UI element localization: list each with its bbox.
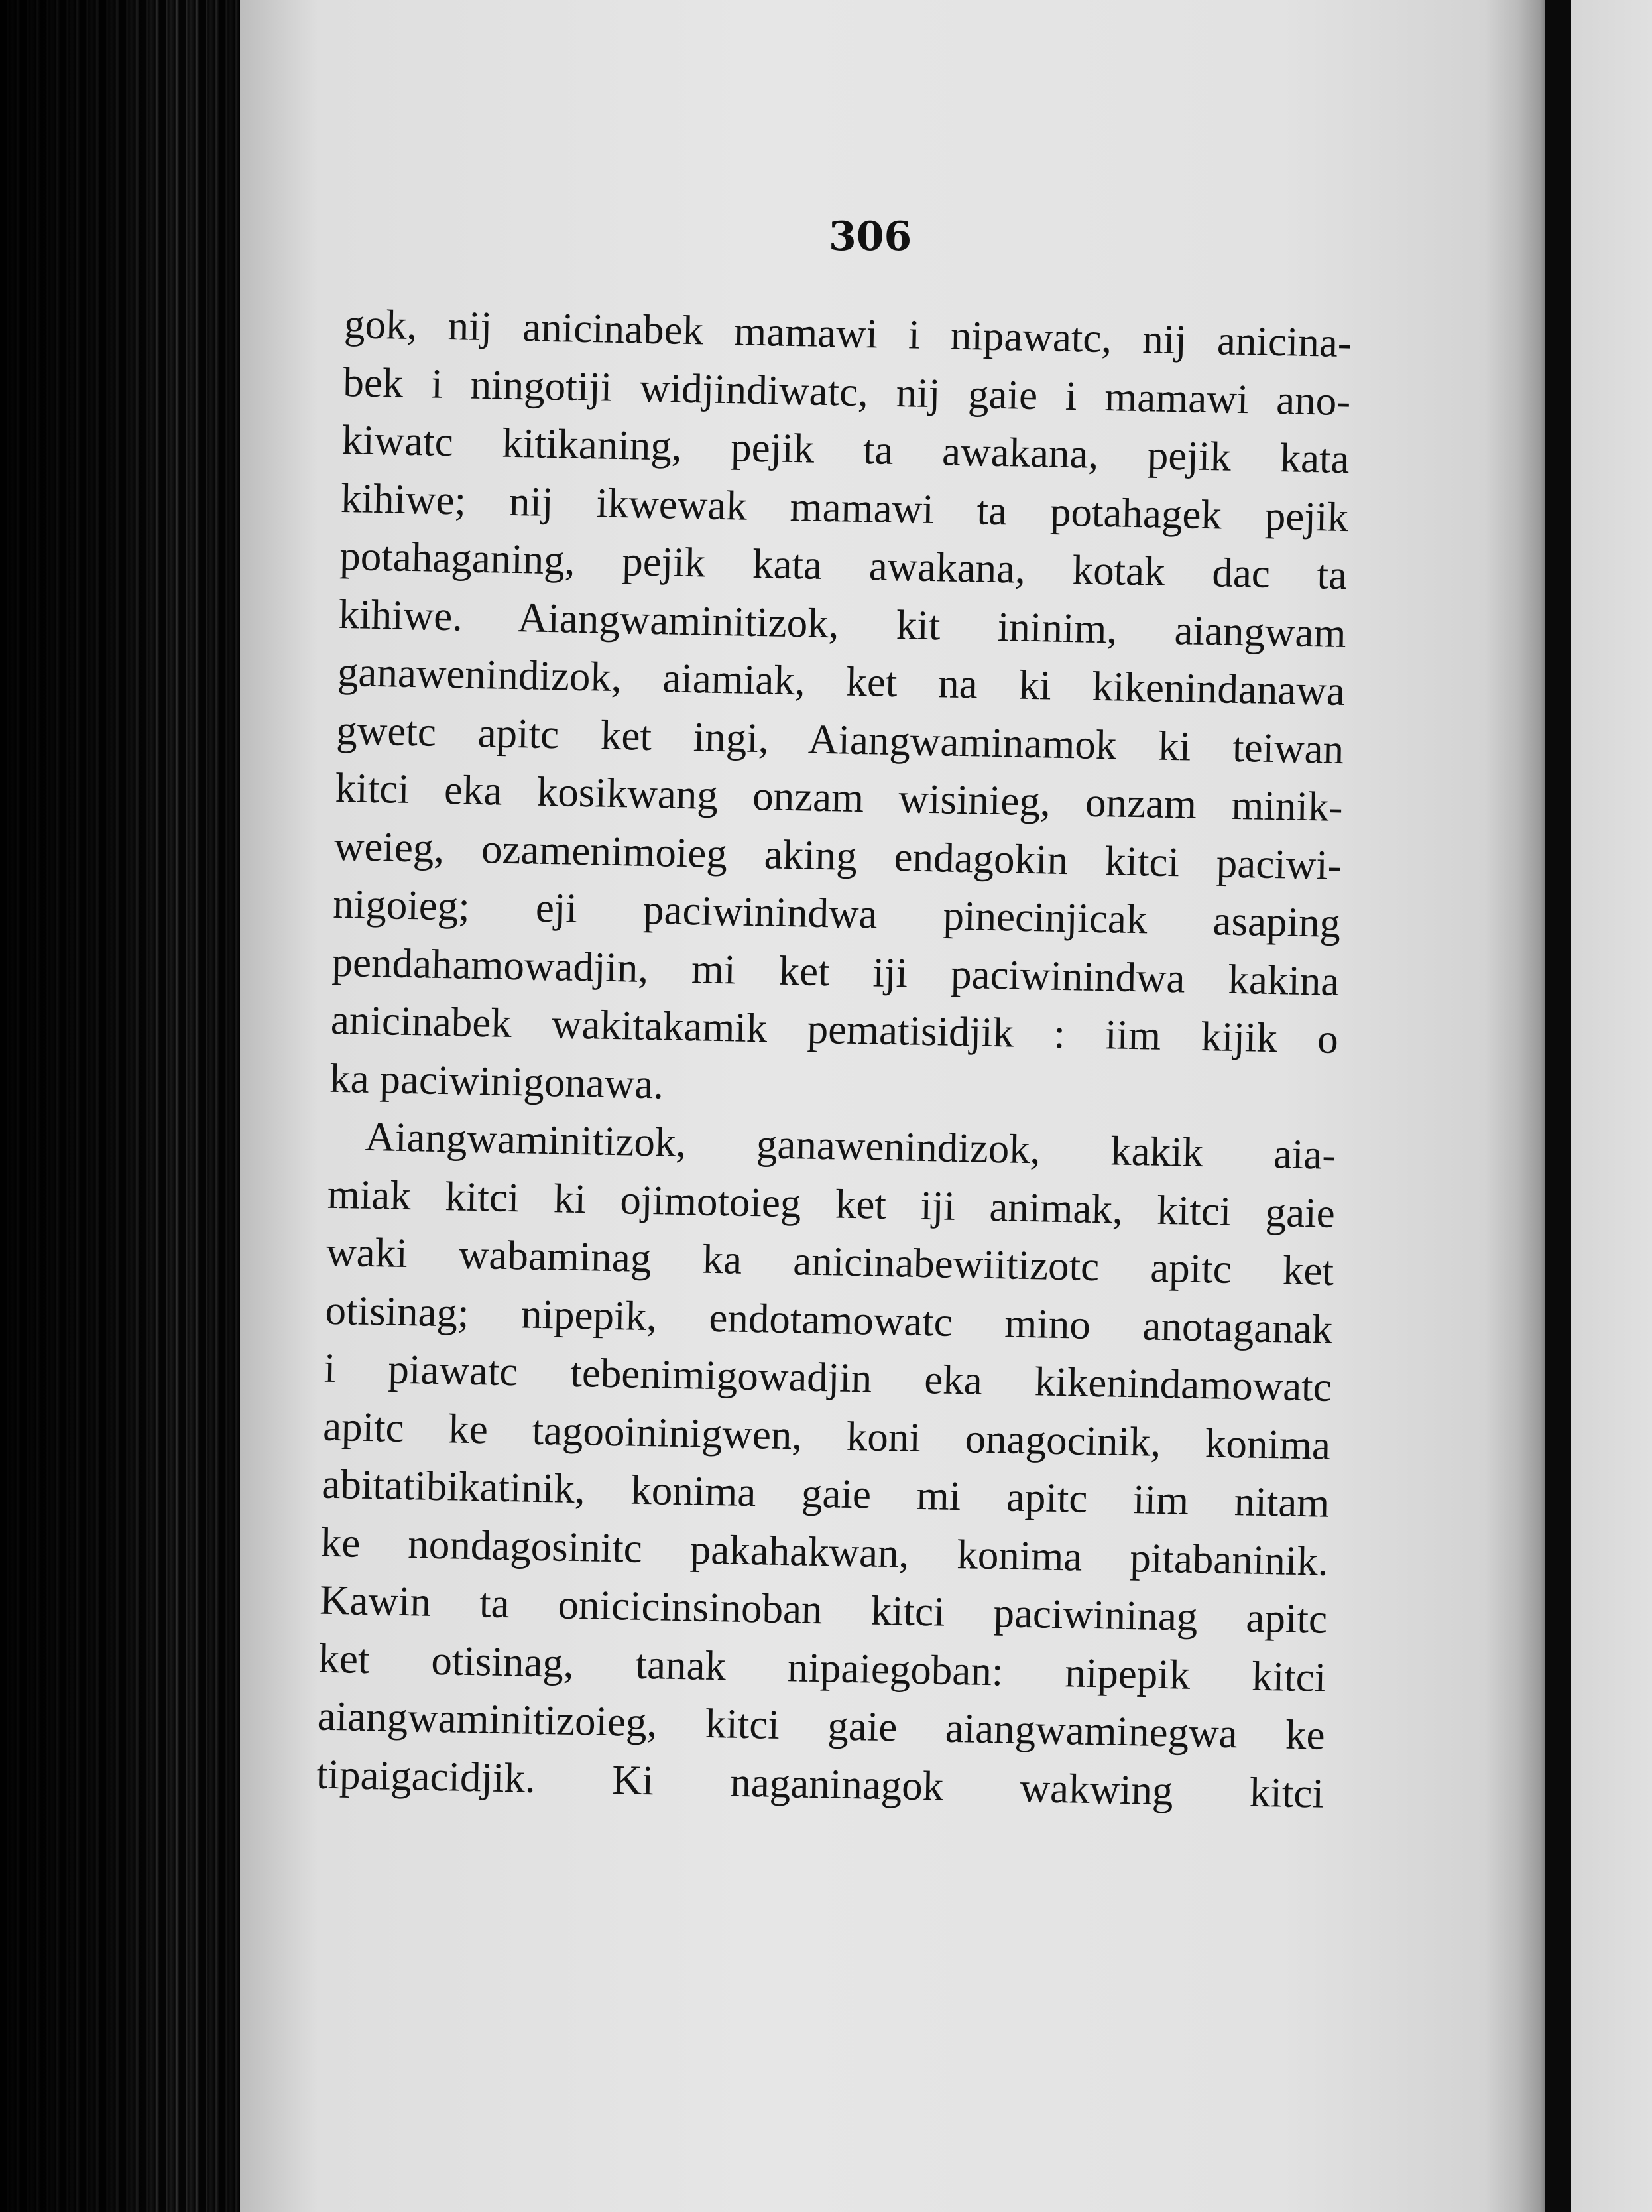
text-line: gok, nij anicinabek mamawi i nipawatc, nij anicina- — [343, 300, 1352, 367]
text-line: bek i ningotiji widjindiwatc, nij gaie i mamawi ano- — [342, 358, 1351, 424]
text-line: kihiwe. Aiangwaminitizok, kit ininim, aiangwam — [338, 590, 1347, 656]
text-line: apitc ke tagooininigwen, koni onagocinik, konima — [322, 1402, 1331, 1469]
text-line: otisinag; nipepik, endotamowatc mino anotaganak — [324, 1286, 1334, 1353]
text-line: Aiangwaminitizok, ganawenindizok, kakik aia- — [364, 1113, 1337, 1178]
text-line: abitatibikatinik, konima gaie mi apitc iim nitam — [321, 1460, 1330, 1526]
page-number: 306 — [829, 214, 912, 260]
text-line: ket otisinag, tanak nipaiegoban: nipepik kitci — [318, 1634, 1327, 1701]
text-line: weieg, ozamenimoieg aking endagokin kitci paciwi- — [333, 822, 1342, 889]
text-line: Kawin ta onicicinsinoban kitci paciwininag apitc — [319, 1576, 1328, 1642]
book-edge-shadow — [0, 0, 245, 2212]
text-line: ganawenindizok, aiamiak, ket na ki kikenindanawa — [337, 648, 1346, 715]
text-line: ke nondagosinitc pakahakwan, konima pitabaninik. — [320, 1518, 1329, 1585]
text-line: ka paciwinigonawa. — [329, 1054, 664, 1107]
facing-page — [1571, 0, 1652, 2212]
text-line: kihiwe; nij ikwewak mamawi ta potahagek pejik — [340, 474, 1349, 540]
text-line: pendahamowadjin, mi ket iji paciwinindwa kakina — [331, 938, 1340, 1005]
text-line: kitci eka kosikwang onzam wisinieg, onzam minik- — [335, 764, 1344, 831]
body-text — [316, 295, 1352, 1823]
text-line: potahaganing, pejik kata awakana, kotak dac ta — [339, 532, 1348, 599]
text-line: i piawatc tebenimigowadjin eka kikenindamowatc — [324, 1344, 1332, 1410]
gutter-shadow — [1545, 0, 1571, 2212]
text-line: nigoieg; eji paciwinindwa pinecinjicak asaping — [332, 880, 1341, 947]
text-line: tipaigacidjik. Ki naganinagok wakwing kitci — [316, 1751, 1325, 1817]
paragraph-2 — [316, 1107, 1336, 1823]
text-line: waki wabaminag ka anicinabewiitizotc apitc ket — [325, 1228, 1334, 1294]
text-line: anicinabek wakitakamik pematisidjik : iim kijik o — [330, 996, 1339, 1062]
text-line: gwetc apitc ket ingi, Aiangwaminamok ki teiwan — [335, 706, 1344, 772]
text-line: kiwatc kitikaning, pejik ta awakana, pejik kata — [341, 416, 1350, 483]
text-line: miak kitci ki ojimotoieg ket iji animak, kitci gaie — [327, 1170, 1336, 1237]
text-line: aiangwaminitizoieg, kitci gaie aiangwaminegwa ke — [317, 1692, 1326, 1758]
paragraph-1 — [329, 295, 1352, 1127]
